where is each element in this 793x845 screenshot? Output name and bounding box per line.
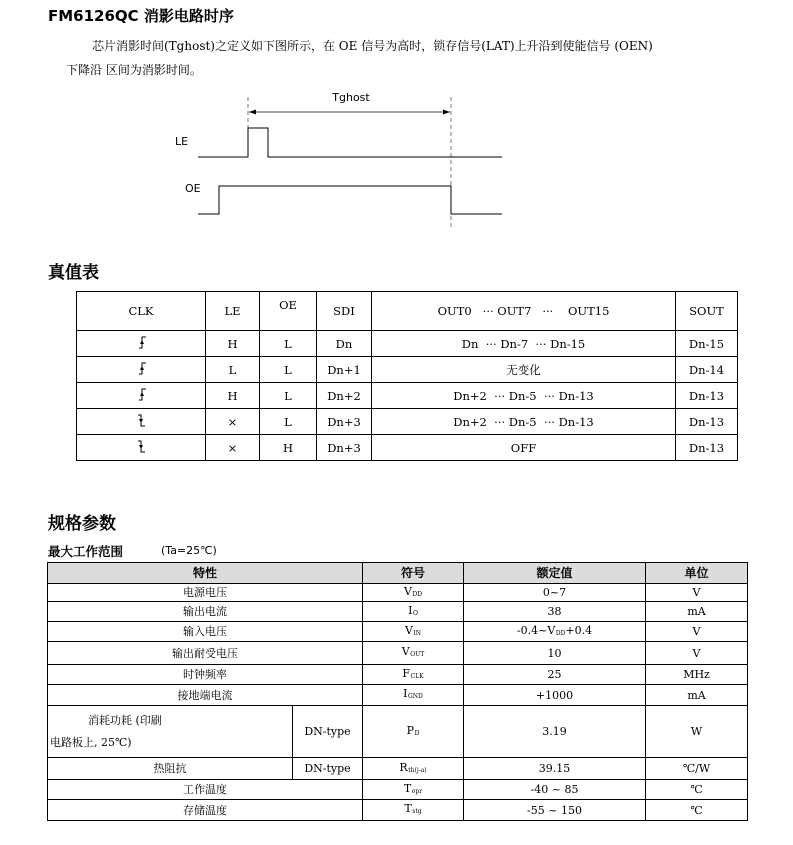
table-cell: Dn+2 [317, 383, 372, 409]
th-characteristic: 特性 [48, 563, 363, 584]
table-cell: 10 [464, 642, 646, 665]
oe-waveform [198, 186, 502, 214]
section-title-spec: 规格参数 [48, 514, 116, 534]
th-oe: OE [260, 292, 317, 331]
table-cell: H [206, 331, 260, 357]
table-cell: 接地端电流 [48, 685, 363, 706]
table-cell: 0~7 [464, 584, 646, 602]
table-cell: VIN [363, 622, 464, 642]
table-row [77, 357, 738, 383]
table-row [48, 665, 748, 685]
table-cell: mA [646, 602, 748, 622]
truth-header-row [77, 292, 738, 331]
table-cell: DN-type [293, 758, 363, 780]
table-cell: Dn-13 [676, 383, 738, 409]
le-waveform [198, 128, 502, 157]
tghost-arrow-left [249, 110, 256, 115]
th-rating: 额定值 [464, 563, 646, 584]
table-cell: +1000 [464, 685, 646, 706]
section-title-truth-table: 真值表 [48, 263, 99, 283]
table-cell: Dn+2 ··· Dn-5 ··· Dn-13 [372, 383, 676, 409]
table-cell: V [646, 642, 748, 665]
table-cell: VDD [363, 584, 464, 602]
intro-text-line1: 芯片消影时间(Tghost)之定义如下图所示，在 OE 信号为高时，锁存信号(LAT)上升沿到使能信号 (OEN) [92, 39, 653, 53]
le-label: LE [175, 135, 189, 148]
table-cell: Rth(j-a) [363, 758, 464, 780]
tghost-label: Tghost [332, 91, 370, 104]
table-cell: -0.4~VDD+0.4 [464, 622, 646, 642]
tghost-arrow-right [443, 110, 450, 115]
table-row [48, 780, 748, 800]
table-cell: 25 [464, 665, 646, 685]
table-cell: Dn ··· Dn-7 ··· Dn-15 [372, 331, 676, 357]
table-cell: L [260, 331, 317, 357]
table-cell: Topr [363, 780, 464, 800]
th-unit: 单位 [646, 563, 748, 584]
table-cell: 无变化 [372, 357, 676, 383]
table-cell: -55 ~ 150 [464, 800, 646, 821]
table-cell: L [206, 357, 260, 383]
table-cell: 输出电流 [48, 602, 363, 622]
table-cell: Dn+3 [317, 435, 372, 461]
clk-fall-edge-icon [77, 409, 206, 435]
th-symbol: 符号 [363, 563, 464, 584]
th-sdi: SDI [317, 292, 372, 331]
table-cell: VOUT [363, 642, 464, 665]
table-row [48, 800, 748, 821]
oe-label: OE [185, 182, 201, 195]
table-cell: MHz [646, 665, 748, 685]
table-cell: 消耗功耗 (印刷 电路板上, 25℃) [48, 706, 293, 758]
table-row [48, 642, 748, 665]
table-cell: Dn-14 [676, 357, 738, 383]
timing-diagram [0, 0, 793, 250]
table-cell: Dn [317, 331, 372, 357]
table-cell: OFF [372, 435, 676, 461]
section-title-timing: FM6126QC 消影电路时序 [48, 7, 234, 25]
table-row [77, 435, 738, 461]
table-cell: Dn-13 [676, 435, 738, 461]
th-clk: CLK [77, 292, 206, 331]
table-cell: Dn+1 [317, 357, 372, 383]
table-cell: 热阻抗 [48, 758, 293, 780]
clk-rise-edge-icon [77, 331, 206, 357]
table-cell: V [646, 584, 748, 602]
spec-table [47, 562, 748, 821]
table-cell: 时钟频率 [48, 665, 363, 685]
table-cell: Dn-15 [676, 331, 738, 357]
table-cell: V [646, 622, 748, 642]
table-row [48, 758, 748, 780]
table-cell: × [206, 435, 260, 461]
table-row [77, 331, 738, 357]
table-cell: 存储温度 [48, 800, 363, 821]
table-cell: H [206, 383, 260, 409]
table-cell: Dn+3 [317, 409, 372, 435]
table-cell: 电源电压 [48, 584, 363, 602]
table-cell: mA [646, 685, 748, 706]
table-row [77, 383, 738, 409]
clk-rise-edge-icon [77, 383, 206, 409]
truth-table [76, 291, 738, 461]
table-row [77, 409, 738, 435]
max-range-title: 最大工作范围 [48, 544, 124, 559]
table-cell: H [260, 435, 317, 461]
th-le: LE [206, 292, 260, 331]
table-cell: ℃/W [646, 758, 748, 780]
intro-text-line2: 下降沿 区间为消影时间。 [66, 63, 202, 77]
th-out: OUT0 ··· OUT7 ··· OUT15 [372, 292, 676, 331]
table-cell: -40 ~ 85 [464, 780, 646, 800]
max-range-condition: (Ta=25℃) [161, 544, 217, 557]
table-cell: W [646, 706, 748, 758]
table-cell: 输出耐受电压 [48, 642, 363, 665]
table-cell: × [206, 409, 260, 435]
table-row [48, 602, 748, 622]
table-cell: 39.15 [464, 758, 646, 780]
spec-header-row [48, 563, 748, 584]
table-cell: 输入电压 [48, 622, 363, 642]
table-row [48, 584, 748, 602]
table-cell: ℃ [646, 800, 748, 821]
table-cell: Tstg [363, 800, 464, 821]
th-sout: SOUT [676, 292, 738, 331]
table-cell: FCLK [363, 665, 464, 685]
table-cell: Dn+2 ··· Dn-5 ··· Dn-13 [372, 409, 676, 435]
clk-rise-edge-icon [77, 357, 206, 383]
table-cell: L [260, 357, 317, 383]
table-cell: Dn-13 [676, 409, 738, 435]
table-cell: 38 [464, 602, 646, 622]
table-row [48, 622, 748, 642]
table-cell: L [260, 383, 317, 409]
table-cell: DN-type [293, 706, 363, 758]
table-cell: IO [363, 602, 464, 622]
table-row [48, 685, 748, 706]
table-cell: IGND [363, 685, 464, 706]
table-cell: ℃ [646, 780, 748, 800]
table-row [48, 706, 748, 758]
table-cell: 工作温度 [48, 780, 363, 800]
table-cell: L [260, 409, 317, 435]
table-cell: PD [363, 706, 464, 758]
table-cell: 3.19 [464, 706, 646, 758]
clk-fall-edge-icon [77, 435, 206, 461]
